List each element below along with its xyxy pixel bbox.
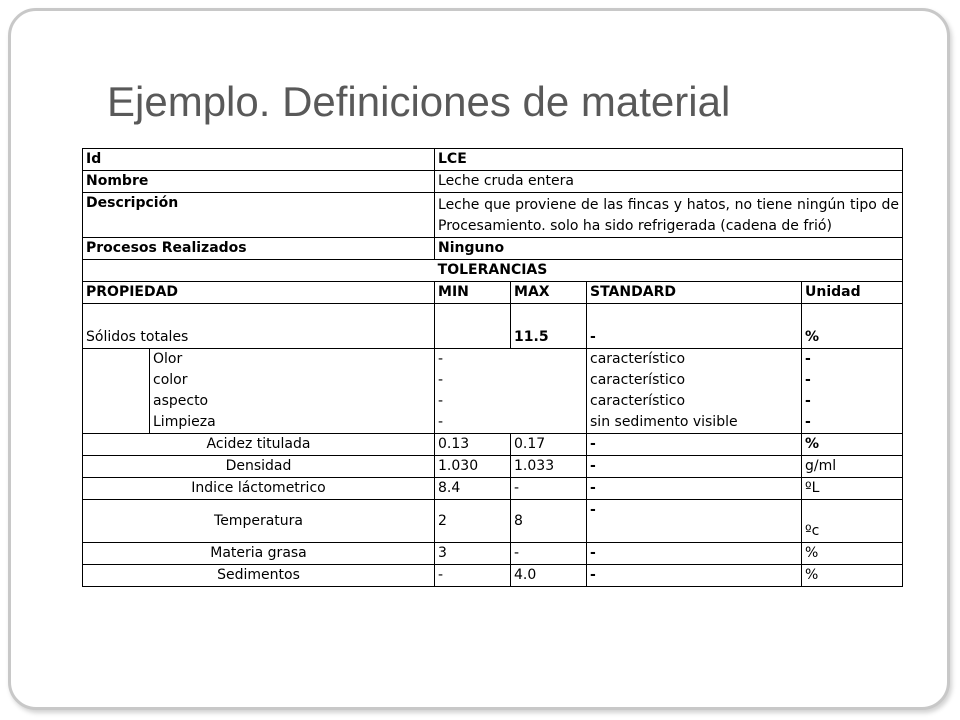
sensory-unit-olor: - [805,351,811,367]
nombre-value: Leche cruda entera [435,171,903,193]
sensory-property-aspecto: aspecto [153,393,209,409]
sensory-minmax-color: - [438,372,444,388]
nombre-row [83,171,903,193]
sensory-property-limpieza: Limpieza [153,414,216,430]
row-unit: % [802,434,903,456]
nombre-label: Nombre [83,171,435,193]
slide-title: Ejemplo. Definiciones de material [107,78,731,125]
row-property: Sedimentos [83,565,435,587]
descripcion-value: Leche que proviene de las fincas y hatos, no tiene ningún tipo de Procesamiento. solo ha sido refrigerada (cadena de frió) [435,193,903,238]
row-max: 8 [511,500,587,543]
sensory-row [83,349,903,434]
table-row-densidad [83,456,903,478]
sensory-property-olor: Olor [153,351,183,367]
sensory-minmax-aspecto: - [438,393,444,409]
row-standard: - [587,478,802,500]
table-row-indice [83,478,903,500]
row-unit: ºL [802,478,903,500]
solidos-max: 11.5 [511,304,587,349]
sensory-unit-aspecto: - [805,393,811,409]
solidos-unit: % [802,304,903,349]
sensory-minmax-limpieza: - [438,414,444,430]
sensory-units [802,349,903,434]
table-row-sedimentos [83,565,903,587]
sensory-standard-color: característico [590,372,686,388]
table-row-acidez [83,434,903,456]
header-unidad: Unidad [802,282,903,304]
tolerancias-title: TOLERANCIAS [83,260,903,282]
row-unit: ºc [802,500,903,543]
row-max: - [511,478,587,500]
sensory-properties [150,349,435,434]
descripcion-label: Descripción [83,193,435,238]
sensory-unit-limpieza: - [805,414,811,430]
row-min: 8.4 [435,478,511,500]
sensory-minmax-olor: - [438,351,444,367]
row-min: 0.13 [435,434,511,456]
row-property: Acidez titulada [83,434,435,456]
table-row-materia-grasa [83,543,903,565]
material-definition-table [82,148,903,587]
row-standard: - [587,565,802,587]
sensory-min-max [435,349,587,434]
table-row-temperatura [83,500,903,543]
header-propiedad: PROPIEDAD [83,282,435,304]
sensory-standard-aspecto: característico [590,393,686,409]
row-standard: - [587,543,802,565]
id-value: LCE [435,149,903,171]
row-min: 1.030 [435,456,511,478]
row-max: 0.17 [511,434,587,456]
header-standard: STANDARD [587,282,802,304]
procesos-label: Procesos Realizados [83,238,435,260]
row-min: - [435,565,511,587]
row-property: Densidad [83,456,435,478]
row-min: 3 [435,543,511,565]
solidos-row [83,304,903,349]
procesos-value: Ninguno [435,238,903,260]
sensory-property-color: color [153,372,188,388]
row-property: Temperatura [83,500,435,543]
row-max: 1.033 [511,456,587,478]
solidos-property: Sólidos totales [83,304,435,349]
header-max: MAX [511,282,587,304]
solidos-min [435,304,511,349]
procesos-row [83,238,903,260]
solidos-standard: - [587,304,802,349]
sensory-standard-limpieza: sin sedimento visible [590,414,738,430]
row-unit: % [802,565,903,587]
row-standard: - [587,456,802,478]
row-max: - [511,543,587,565]
sensory-blank-cell [83,349,150,434]
row-unit: % [802,543,903,565]
tolerancias-header-row [83,260,903,282]
row-standard: - [587,500,802,543]
id-label: Id [83,149,435,171]
column-header-row [83,282,903,304]
header-min: MIN [435,282,511,304]
sensory-unit-color: - [805,372,811,388]
descripcion-row [83,193,903,238]
row-standard: - [587,434,802,456]
sensory-standards [587,349,802,434]
sensory-standard-olor: característico [590,351,686,367]
id-row [83,149,903,171]
row-property: Materia grasa [83,543,435,565]
row-property: Indice láctometrico [83,478,435,500]
row-min: 2 [435,500,511,543]
row-unit: g/ml [802,456,903,478]
row-max: 4.0 [511,565,587,587]
